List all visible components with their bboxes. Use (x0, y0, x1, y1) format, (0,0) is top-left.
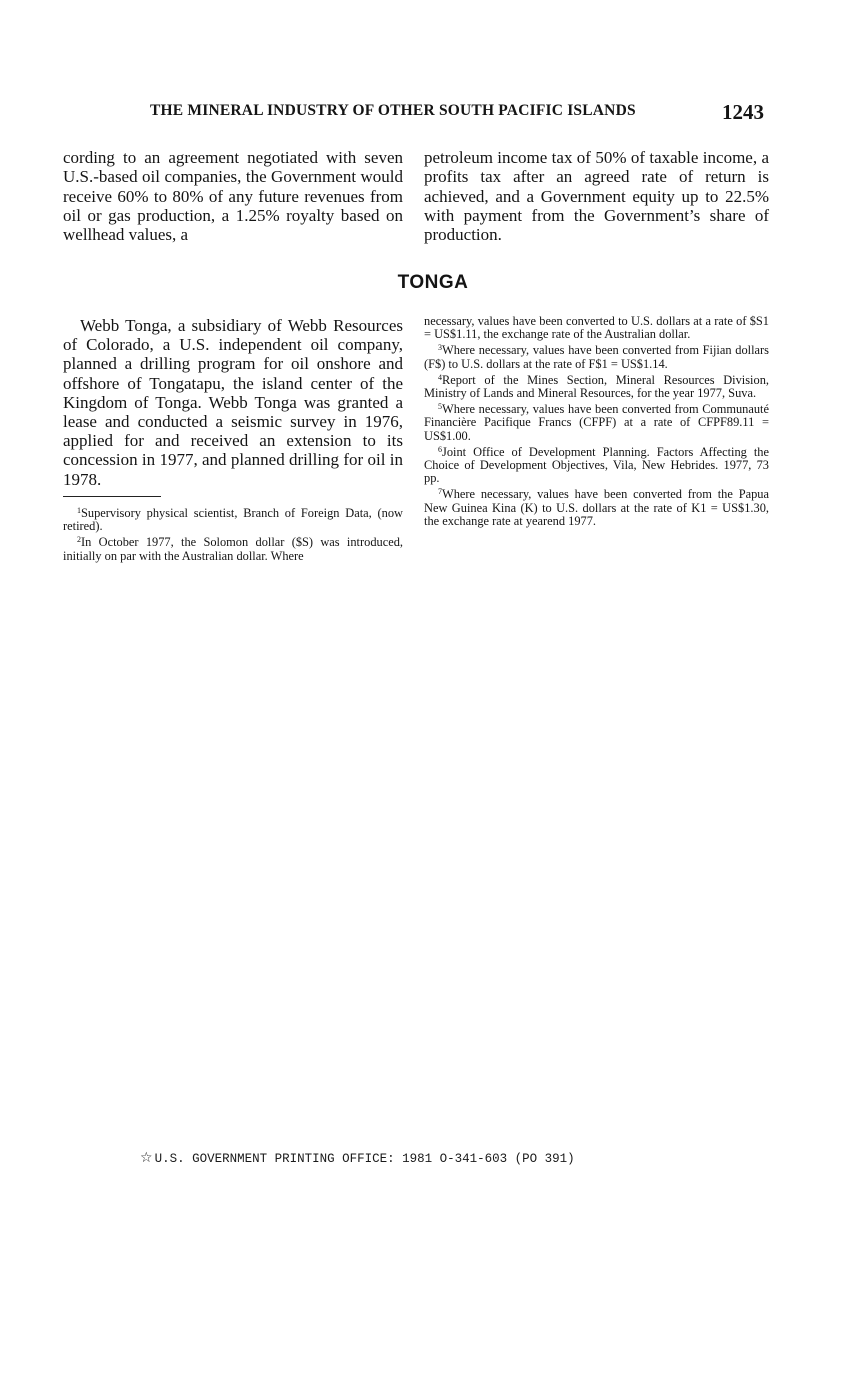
footnote-7 (424, 488, 769, 528)
imprint-text: U.S. GOVERNMENT PRINTING OFFICE: 1981 O-341-603 (PO 391) (154, 1152, 575, 1166)
footnote-3 (424, 344, 769, 370)
footnote-mark: 2 (77, 535, 81, 545)
running-head: THE MINERAL INDUSTRY OF OTHER SOUTH PACIFIC ISLANDS (150, 102, 636, 119)
tonga-paragraph: Webb Tonga, a subsidiary of Webb Resources of Colorado, a U.S. independent oil company, planned a drilling program for oil onshore and offshore of Tongatapu, the island center of the Kingdom of Tonga. Webb Tonga was granted a lease and conducted a seismic survey in 1976, applied for and received an extension to its concession in 1977, and planned drilling for oil in 1978. (63, 316, 403, 489)
footnote-text: Supervisory physical scientist, Branch of Foreign Data, (now retired). (63, 506, 403, 534)
footnote-mark: 7 (438, 487, 442, 497)
footnote-mark: 4 (438, 372, 442, 382)
footnote-text: Where necessary, values have been converted from Communauté Financière Pacifique Francs (CFPF) at a rate of CFPF89.11 = US$1.00. (424, 402, 769, 443)
footnotes-left-column (63, 507, 403, 566)
footnote-text: Where necessary, values have been converted from the Papua New Guinea Kina (K) to U.S. dollars at the rate of K1 = US$1.30, the exchange rate at yearend 1977. (424, 487, 769, 528)
footnote-mark: 5 (438, 402, 442, 412)
footnote-4 (424, 374, 769, 400)
footnote-2 (63, 536, 403, 562)
footnote-6 (424, 446, 769, 486)
footnote-1 (63, 507, 403, 533)
section-heading-tonga: TONGA (397, 272, 469, 293)
footnote-text: Joint Office of Development Planning. Factors Affecting the Choice of Development Objectives, Vila, New Hebrides. 1977, 73 pp. (424, 444, 769, 486)
footnote-2-continued: necessary, values have been converted to U.S. dollars at a rate of $S1 = US$1.11, the exchange rate of the Australian dollar. (424, 314, 769, 342)
footnote-mark: 6 (438, 444, 442, 454)
footnote-rule (63, 496, 161, 497)
continued-text-left: cording to an agreement negotiated with seven U.S.-based oil companies, the Government would receive 60% to 80% of any future revenues from oil or gas production, a 1.25% royalty based on wellhead values, a (63, 148, 403, 245)
star-icon: ☆ (140, 1150, 153, 1166)
footnote-text: Where necessary, values have been converted from Fijian dollars (F$) to U.S. dollars at the rate of F$1 = US$1.14. (424, 343, 769, 371)
footnote-mark: 3 (438, 343, 442, 353)
footnote-5 (424, 403, 769, 443)
footnotes-right-column (424, 315, 769, 531)
gpo-imprint (140, 1150, 575, 1166)
footnote-mark: 1 (77, 506, 81, 515)
footnote-text: Report of the Mines Section, Mineral Resources Division, Ministry of Lands and Mineral Resources, for the year 1977, Suva. (424, 372, 769, 401)
page-number: 1243 (722, 100, 764, 124)
footnote-text: In October 1977, the Solomon dollar ($S) was introduced, initially on par with the Australian dollar. Where (63, 535, 403, 563)
continued-text-right: petroleum income tax of 50% of taxable income, a profits tax after an agreed rate of return is achieved, and a Government equity up to 22.5% with payment from the Government’s share of production. (424, 148, 769, 245)
